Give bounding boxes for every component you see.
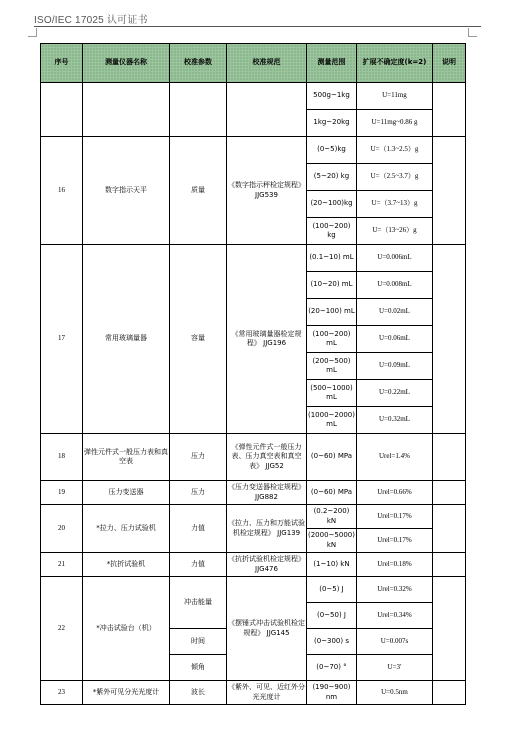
cell-instrument	[83, 83, 170, 137]
cell-instrument: *抗折试验机	[83, 553, 170, 577]
cell-no: 21	[41, 553, 83, 577]
cell-range: (100~200) kg	[307, 218, 357, 245]
cell-spec: 《摆锤式冲击试验机检定规程》 JJG145	[227, 577, 307, 681]
cell-remark	[432, 681, 465, 705]
cell-instrument: *紫外可见分光光度计	[83, 681, 170, 705]
cell-parameter	[170, 83, 227, 137]
cell-range: (10~20) mL	[307, 272, 357, 299]
cell-uncertainty: U=（3.7~13）g	[356, 191, 432, 218]
cell-range: (0~50) J	[307, 603, 357, 629]
cell-instrument: 弹性元件式一般压力表和真空表	[83, 434, 170, 481]
col-header-no: 序号	[41, 44, 83, 83]
cell-uncertainty: U=11mg	[356, 83, 432, 110]
cell-range: (0.2~200) kN	[307, 505, 357, 529]
table-row	[41, 137, 466, 164]
cell-range: (20~100) mL	[307, 299, 357, 326]
col-header-spec: 校准规范	[227, 44, 307, 83]
cell-range: (2000~5000) kN	[307, 529, 357, 553]
table-row	[41, 553, 466, 577]
cell-range: (0.1~10) mL	[307, 245, 357, 272]
col-header-instrument: 测量仪器名称	[83, 44, 170, 83]
cell-no: 22	[41, 577, 83, 681]
cell-spec: 《常用玻璃量器检定规程》 JJG196	[227, 245, 307, 434]
cell-spec: 《数字指示秤检定规程》 JJG539	[227, 137, 307, 245]
cell-uncertainty: U=0.5nm	[356, 681, 432, 705]
cell-uncertainty: Urel=0.17%	[356, 529, 432, 553]
cell-spec: 《拉力、压力和万能试验机检定规程》 JJG139	[227, 505, 307, 553]
cell-parameter: 力值	[170, 553, 227, 577]
cell-uncertainty: U=0.02mL	[356, 299, 432, 326]
cell-uncertainty: U=0.22mL	[356, 380, 432, 407]
cell-uncertainty: Urel=0.34%	[356, 603, 432, 629]
cell-uncertainty: U=0.06mL	[356, 326, 432, 353]
cell-parameter: 倾角	[170, 655, 227, 681]
col-header-range: 测量范围	[307, 44, 357, 83]
table-row	[41, 577, 466, 603]
table-header-row	[41, 44, 466, 83]
col-header-uncertainty: 扩展不确定度(k=2)	[356, 44, 432, 83]
cell-range: 1kg~20kg	[307, 110, 357, 137]
cell-uncertainty: U=0.007s	[356, 629, 432, 655]
cell-spec: 《紫外、可见、近红外分光光度计	[227, 681, 307, 705]
cell-parameter: 质量	[170, 137, 227, 245]
cell-spec: 《抗折试验机检定规程》 JJG476	[227, 553, 307, 577]
cell-range: (0~5)kg	[307, 137, 357, 164]
cell-uncertainty: Urel=0.66%	[356, 481, 432, 505]
table-row	[41, 245, 466, 272]
cell-uncertainty: Urel=0.32%	[356, 577, 432, 603]
cell-instrument: 压力变送器	[83, 481, 170, 505]
cell-uncertainty: U=3′	[356, 655, 432, 681]
cell-no: 16	[41, 137, 83, 245]
cell-instrument: 常用玻璃量器	[83, 245, 170, 434]
cell-range: (0~5) J	[307, 577, 357, 603]
cell-remark	[432, 137, 465, 245]
table-row	[41, 481, 466, 505]
cell-remark	[432, 481, 465, 505]
cell-no: 23	[41, 681, 83, 705]
cell-remark	[432, 245, 465, 434]
cell-uncertainty: U=0.008mL	[356, 272, 432, 299]
cell-spec: 《压力变送器检定规程》 JJG882	[227, 481, 307, 505]
cell-parameter: 压力	[170, 434, 227, 481]
cell-uncertainty: U=（13~26）g	[356, 218, 432, 245]
cell-range: (5~20) kg	[307, 164, 357, 191]
cell-no: 19	[41, 481, 83, 505]
header-rule	[34, 26, 481, 27]
cell-remark	[432, 553, 465, 577]
cell-parameter: 时间	[170, 629, 227, 655]
cell-parameter: 压力	[170, 481, 227, 505]
cell-parameter: 力值	[170, 505, 227, 553]
cell-remark	[432, 83, 465, 137]
table-row	[41, 681, 466, 705]
cell-remark	[432, 434, 465, 481]
table-row	[41, 505, 466, 529]
cell-uncertainty: U=11mg~0.86 g	[356, 110, 432, 137]
col-header-remark: 说明	[432, 44, 465, 83]
cell-uncertainty: U=0.006mL	[356, 245, 432, 272]
cell-no	[41, 83, 83, 137]
cell-instrument: *冲击试验台（机）	[83, 577, 170, 681]
cell-range: (200~500) mL	[307, 353, 357, 380]
cell-no: 20	[41, 505, 83, 553]
cell-range: (100~200) mL	[307, 326, 357, 353]
cell-range: (0~300) s	[307, 629, 357, 655]
cell-range: (0~60) MPa	[307, 434, 357, 481]
table-row	[41, 434, 466, 481]
cell-uncertainty: Urel=0.17%	[356, 505, 432, 529]
cell-range: (1~10) kN	[307, 553, 357, 577]
cell-parameter: 波长	[170, 681, 227, 705]
document-header: ISO/IEC 17025 认可证书	[34, 15, 148, 26]
cell-parameter: 容量	[170, 245, 227, 434]
cell-remark	[432, 577, 465, 681]
cell-range: (0~70) °	[307, 655, 357, 681]
cell-spec	[227, 83, 307, 137]
cell-range: (190~900) nm	[307, 681, 357, 705]
cell-range: (0~60) MPa	[307, 481, 357, 505]
accreditation-scope-table	[40, 43, 466, 705]
col-header-parameter: 校准参数	[170, 44, 227, 83]
cell-spec: 《弹性元件式一般压力表、压力真空表和真空表》 JJG52	[227, 434, 307, 481]
cell-range: (20~100)kg	[307, 191, 357, 218]
cell-uncertainty: U=（2.5~3.7）g	[356, 164, 432, 191]
cell-uncertainty: Urel=1.4%	[356, 434, 432, 481]
cell-instrument: 数字指示天平	[83, 137, 170, 245]
table-row	[41, 83, 466, 110]
cell-range: (1000~2000) mL	[307, 407, 357, 434]
cell-uncertainty: U=0.32mL	[356, 407, 432, 434]
cell-range: (500~1000) mL	[307, 380, 357, 407]
cell-uncertainty: Urel=0.18%	[356, 553, 432, 577]
cell-parameter: 冲击能量	[170, 577, 227, 629]
cell-no: 17	[41, 245, 83, 434]
margin-corner-mark	[28, 28, 37, 37]
cell-remark	[432, 505, 465, 553]
cell-instrument: *拉力、压力试验机	[83, 505, 170, 553]
cell-range: 500g~1kg	[307, 83, 357, 110]
margin-corner-mark	[468, 28, 477, 37]
cell-uncertainty: U=0.09mL	[356, 353, 432, 380]
cell-no: 18	[41, 434, 83, 481]
cell-uncertainty: U=（1.3~2.5）g	[356, 137, 432, 164]
